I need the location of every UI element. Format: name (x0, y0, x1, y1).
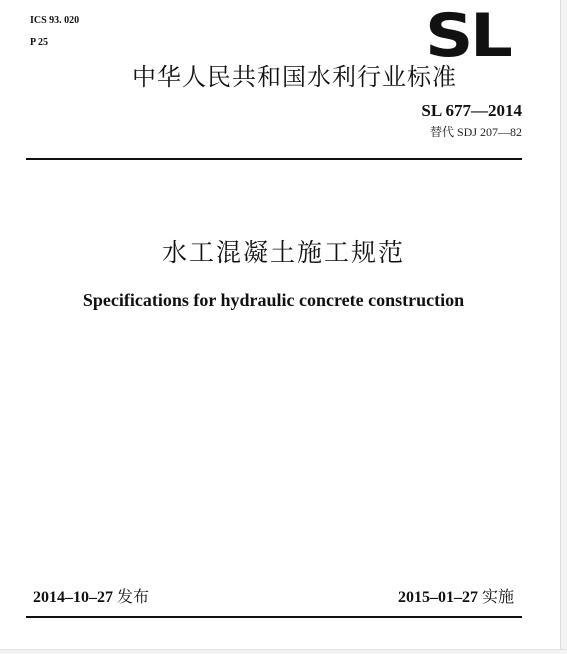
effective-label: 实施 (481, 587, 514, 606)
page-edge-right (560, 0, 567, 654)
replaces-standard: 替代 SDJ 207—82 (429, 125, 522, 139)
published-line (33, 586, 149, 609)
bottom-divider (26, 616, 522, 618)
classification-code: P 25 (30, 37, 49, 48)
effective-date: 2015–01–27 (397, 589, 478, 606)
sl-logo: SL (425, 1, 510, 71)
top-divider (26, 158, 522, 160)
title-chinese: 水工混凝土施工规范 (161, 238, 405, 267)
page-edge-bottom (0, 649, 567, 654)
standard-number: SL 677—2014 (421, 101, 522, 120)
ics-code: ICS 93. 020 (30, 15, 80, 26)
published-date: 2014–10–27 (33, 589, 113, 606)
issuer-title: 中华人民共和国水利行业标准 (132, 63, 457, 91)
effective-line (398, 586, 514, 609)
published-label: 发布 (117, 587, 150, 606)
title-english: Specifications for hydraulic concrete construction (82, 290, 465, 310)
